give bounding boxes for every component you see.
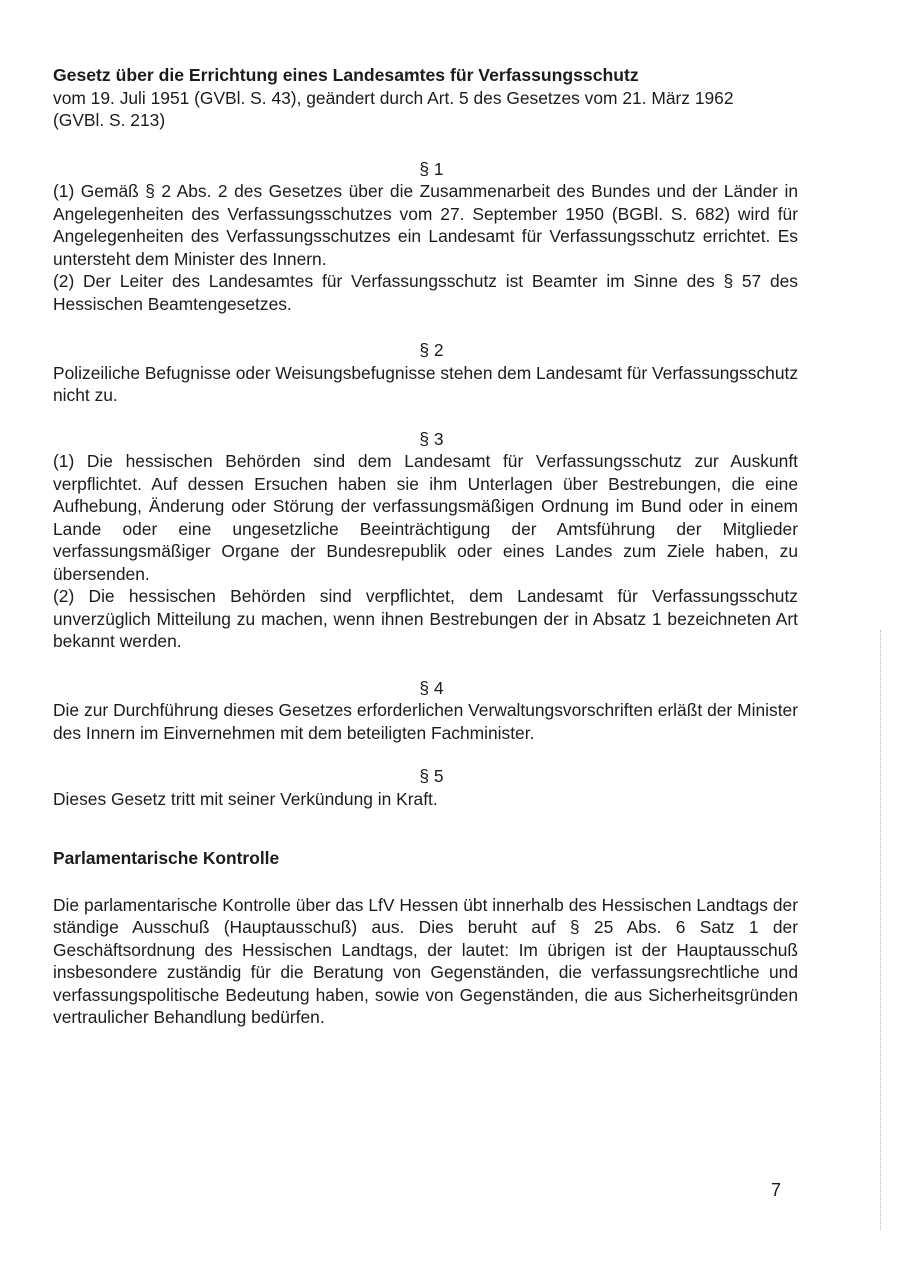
section-4	[53, 677, 798, 745]
section-sign: § 5	[419, 766, 444, 786]
control-heading: Parlamentarische Kontrolle	[53, 848, 280, 868]
section-5	[53, 765, 798, 810]
section-paragraph: Die zur Durchführung dieses Gesetzes erforderlichen Verwaltungsvorschriften erläßt der Minister des Innern im Einvernehmen mit dem beteiligten Fachminister.	[53, 700, 798, 743]
scan-margin-dots	[880, 630, 882, 1230]
document-title: Gesetz über die Errichtung eines Landesamtes für Verfassungsschutz	[53, 65, 639, 85]
parliamentary-control	[53, 847, 798, 1029]
section-sign: § 2	[419, 340, 444, 360]
document-subtitle-line-1: vom 19. Juli 1951 (GVBl. S. 43), geändert durch Art. 5 des Gesetzes vom 21. März 1962	[53, 87, 734, 108]
section-sign: § 4	[419, 677, 444, 698]
section-sign: § 3	[419, 428, 444, 449]
section-paragraph: (1) Gemäß § 2 Abs. 2 des Gesetzes über die Zusammenarbeit des Bundes und der Länder in Angelegenheiten des Verfassungsschutzes vom 27. September 1950 (BGBl. S. 682) wird für Angelegenheiten des Verfassungsschutzes ein Landesamt für Verfassungsschutz errichtet. Es untersteht dem Minister des Innern.	[53, 181, 798, 269]
document-subtitle-line-2: (GVBl. S. 213)	[53, 110, 166, 130]
control-text: Die parlamentarische Kontrolle über das LfV Hessen übt innerhalb des Hessischen Landtags der ständige Ausschuß (Hauptausschuß) aus. Dies beruht auf § 25 Abs. 6 Satz 1 der Geschäftsordnung des Hessischen Landtags, der lautet: Im übrigen ist der Hauptausschuß insbesondere zuständig für die Beratung von Gegenständen, die verfassungsrechtliche und verfassungspolitische Bedeutung haben, sowie von Gegenständen, die aus Sicherheitsgründen vertraulicher Behandlung bedürfen.	[53, 894, 798, 1027]
section-sign: § 1	[419, 158, 444, 179]
section-paragraph: Polizeiliche Befugnisse oder Weisungsbefugnisse stehen dem Landesamt für Verfassungsschutz nicht zu.	[53, 362, 799, 405]
section-1	[53, 158, 798, 316]
section-paragraph: (2) Der Leiter des Landesamtes für Verfassungsschutz ist Beamter im Sinne des § 57 des Hessischen Beamtengesetzes.	[53, 271, 798, 314]
page-number: 7	[771, 1180, 782, 1200]
section-2	[53, 339, 798, 407]
section-paragraph: (1) Die hessischen Behörden sind dem Landesamt für Verfassungsschutz zur Auskunft verpflichtet. Auf dessen Ersuchen haben sie ihm Unterlagen über Bestrebungen, die eine Aufhebung, Änderung oder Störung der verfassungsmäßigen Ordnung im Bund oder in einem Lande oder eine ungesetzliche Beeinträchtigung der Amtsführung der Mitglieder verfassungsmäßiger Organe der Bundesrepublik oder eines Landes zum Ziele haben, zu übersenden.	[53, 451, 798, 584]
section-paragraph: (2) Die hessischen Behörden sind verpflichtet, dem Landesamt für Verfassungsschutz unverzüglich Mitteilung zu machen, wenn ihnen Bestrebungen der in Absatz 1 bezeichneten Art bekannt werden.	[53, 586, 798, 651]
section-3	[53, 428, 798, 653]
document-page	[53, 64, 798, 1029]
section-paragraph: Dieses Gesetz tritt mit seiner Verkündung in Kraft.	[53, 788, 438, 809]
